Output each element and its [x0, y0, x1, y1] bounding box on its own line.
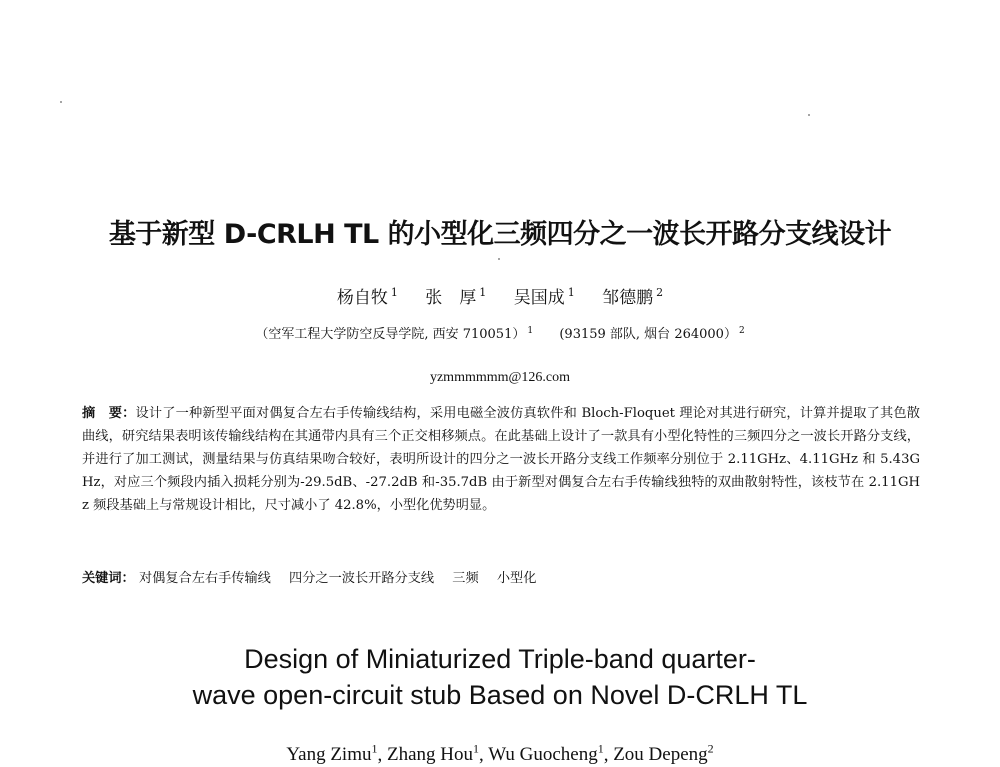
en-author-1: Yang Zimu$^1$ — [286, 742, 378, 766]
affiliations — [0, 323, 1000, 342]
author-3: 吴国成 $^1$ — [513, 286, 575, 308]
english-title-line-1: Design of Miniaturized Triple-band quarter- — [244, 644, 756, 674]
en-author-4: Zou Depeng$^2$ — [613, 742, 714, 766]
english-author-list: Yang Zimu$^1$, Zhang Hou$^1$, Wu Guocheng$^1$, Zou Depeng$^2$ — [286, 742, 714, 766]
keyword: 小型化 — [496, 571, 537, 586]
keyword: 对偶复合左右手传输线 — [138, 571, 271, 586]
abstract-text: 设计了一种新型平面对偶复合左右手传输线结构，采用电磁全波仿真软件和 Bloch-Floquet 理论对其进行研究，计算并提取了其色散曲线，研究结果表明该传输线结构在其通带内具有三个正交相移频点。在此基础上设计了一款具有小型化特性的三频四分之一波长开路分支线，并进行了加工测试，测量结果与仿真结果吻合较好，表明所设计的四分之一波长开路分支线工作频率分别位于 2.11GHz、4.11GHz 和 5.43GHz，对应三个频段内插入损耗分别为-29.5dB、-27.2dB 和-35.7dB 由于新型对偶复合左右手传输线独特的双曲散射特性，该枝节在 2.11GHz 频段基础上与常规设计相比，尺寸减小了 42.8%，小型化优势明显。 — [82, 406, 920, 513]
author-email: yzmmmmmm@126.com — [429, 370, 571, 385]
keywords — [82, 567, 920, 586]
abstract-label: 摘 要： — [82, 406, 136, 421]
chinese-author-list — [0, 283, 1000, 308]
chinese-title: 基于新型 D-CRLH TL 的小型化三频四分之一波长开路分支线设计 — [108, 219, 892, 250]
en-author-2: Zhang Hou$^1$ — [387, 742, 480, 766]
affiliation-1: （空军工程大学防空反导学院, 西安 710051） $^1$ — [255, 325, 534, 342]
keyword: 四分之一波长开路分支线 — [289, 571, 435, 586]
scan-speck — [60, 101, 62, 103]
scan-speck — [498, 258, 500, 260]
author-2: 张 厚 $^1$ — [425, 286, 487, 308]
keywords-label: 关键词： — [82, 571, 135, 586]
english-title-line-2: wave open-circuit stub Based on Novel D-CRLH TL — [192, 680, 808, 710]
keyword: 三频 — [452, 571, 479, 586]
author-4: 邹德鹏 $^2$ — [602, 286, 664, 308]
author-1: 杨自牧 $^1$ — [336, 286, 398, 308]
en-author-3: Wu Guocheng$^1$ — [488, 742, 604, 766]
english-title — [0, 641, 1000, 713]
abstract — [82, 402, 920, 517]
affiliation-2: (93159 部队, 烟台 264000） $^2$ — [559, 325, 745, 342]
scan-speck — [808, 114, 810, 116]
